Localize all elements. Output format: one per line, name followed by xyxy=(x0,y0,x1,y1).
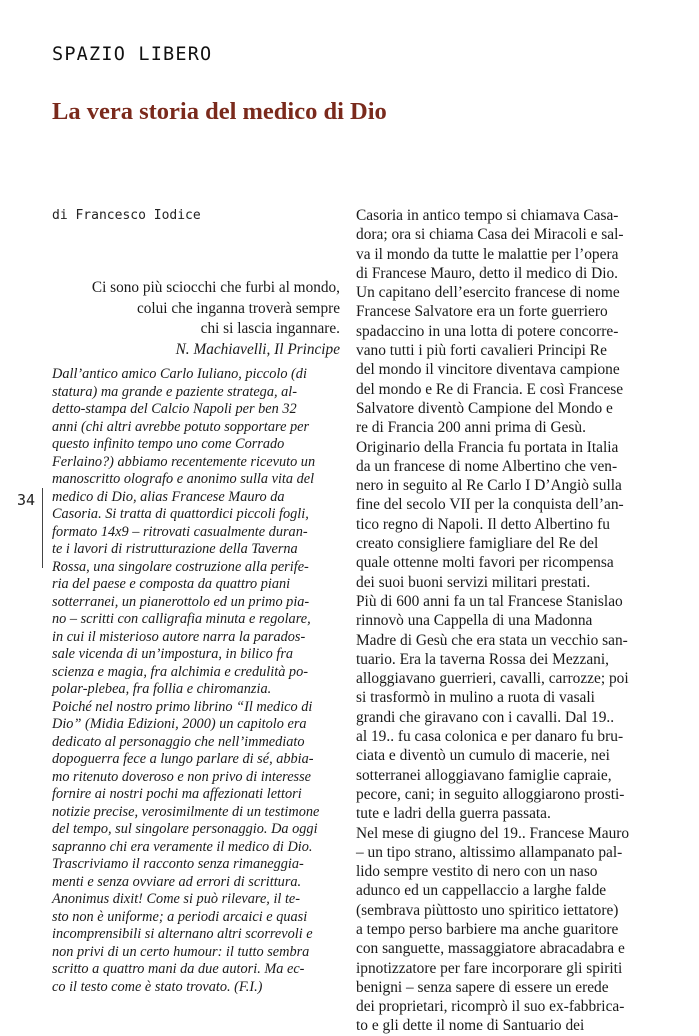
intro-line: fornire ai nostri pochi ma affezionati lettori xyxy=(52,786,302,802)
body-line: tute e ladri della guerra passata. xyxy=(356,805,551,823)
body-line: ciata e diventò un cumulo di macerie, nei xyxy=(356,747,610,765)
body-line: adunco ed un cappellaccio a larghe falde xyxy=(356,882,607,900)
body-line: Casoria in antico tempo si chiamava Casa- xyxy=(356,207,619,224)
body-line: Più di 600 anni fa un tal Francese Stanislao xyxy=(356,592,623,610)
body-line: pecore, cani; in seguito alloggiarono prosti- xyxy=(356,785,625,803)
body-line: del mondo il vincitore diventava campione xyxy=(356,361,620,379)
intro-line: sto non è uniforme; a periodi arcaici e quasi xyxy=(52,908,308,925)
body-line: tico regno di Napoli. Il detto Albertino fu xyxy=(356,515,610,533)
intro-line: incomprensibili si alternano altri scorrevoli e xyxy=(52,926,313,942)
intro-paragraph xyxy=(52,366,342,996)
body-line: creato consigliere famigliare del Re del xyxy=(356,535,599,553)
body-line: benigni – senza sapere di essere un erede xyxy=(356,978,609,996)
intro-line: scienza e magia, fra alchimia e credulità po- xyxy=(52,663,308,680)
intro-line: formato 14x9 – ritrovati casualmente duran- xyxy=(52,523,308,540)
intro-line: medico di Dio, alias Francese Mauro da xyxy=(52,488,285,505)
body-line: vano tutti i più forti cavalieri Principi Re xyxy=(356,342,607,360)
body-line: fine del secolo VII per la conquista dell’an- xyxy=(356,496,624,514)
intro-line: Casoria. Si tratta di quattordici piccoli fogli, xyxy=(52,506,309,522)
intro-line: questo infinito tempo uno come Corrado xyxy=(52,436,285,452)
body-line: Salvatore diventò Campione del Mondo e xyxy=(356,399,613,417)
body-line: del mondo e Re di Francia. E così Francese xyxy=(356,380,624,398)
body-line: Nel mese di giugno del 19.. Francese Mauro xyxy=(356,824,630,842)
section-label: SPAZIO LIBERO xyxy=(52,44,213,65)
intro-line: no – scritti con calligrafia minuta e regolare, xyxy=(52,611,311,627)
body-line: Originario della Francia fu portata in Italia xyxy=(356,438,619,456)
body-line: lido sempre vestito di nero con un naso xyxy=(356,863,598,881)
page-number: 34 xyxy=(17,491,36,509)
intro-line: statura) ma grande e paziente stratega, al- xyxy=(52,383,298,400)
byline: di Francesco Iodice xyxy=(52,208,201,223)
body-line: spadaccino in una lotta di potere concorre- xyxy=(356,322,619,340)
body-line: va il mondo da tutte le malattie per l’opera xyxy=(356,245,619,263)
body-line: con sanguette, massaggiatore abracadabra e xyxy=(356,940,625,958)
intro-line: sapranno chi era veramente il medico di Dio. xyxy=(52,838,313,855)
body-line: to e gli dette il nome di Santuario dei xyxy=(356,1017,585,1035)
intro-line: in cui il misterioso autore narra la parados- xyxy=(52,628,306,645)
body-column xyxy=(356,206,656,1036)
intro-line: ria del paese e composta da quattro piani xyxy=(52,576,291,592)
intro-line: te i lavori di ristrutturazione della Taverna xyxy=(52,541,298,557)
page-number-rule xyxy=(42,488,43,568)
body-line: – un tipo strano, altissimo allampanato pal- xyxy=(356,843,623,861)
body-line: di Francese Mauro, detto il medico di Dio. xyxy=(356,264,619,282)
intro-line: manoscritto olografo e anonimo sulla vita del xyxy=(52,471,315,487)
intro-line: menti e senza ovviare ad errori di scrittura. xyxy=(52,873,302,890)
body-line: sotterranei alloggiavano famiglie capraie, xyxy=(356,766,612,784)
intro-line: detto-stampa del Calcio Napoli per ben 32 xyxy=(52,401,297,417)
body-line: Francese Salvatore era un forte guerriero xyxy=(356,303,608,321)
body-line: dei proprietari, ricomprò il suo ex-fabbrica- xyxy=(356,998,625,1016)
body-line: rinnovò una Cappella di una Madonna xyxy=(356,612,593,630)
body-line: a tempo perso barbiere ma anche guaritore xyxy=(356,920,619,938)
epigraph-line: Ci sono più sciocchi che furbi al mondo, xyxy=(91,279,340,296)
intro-line: anni (chi altri avrebbe potuto sopportare per xyxy=(52,418,310,435)
intro-line: mo ritenuto doveroso e non privo di interesse xyxy=(52,768,312,785)
intro-line: Anonimus dixit! Come si può rilevare, il te- xyxy=(52,891,301,907)
body-line: Un capitano dell’esercito francese di nome xyxy=(356,284,620,302)
epigraph-attribution: N. Machiavelli, Il Principe xyxy=(175,340,340,358)
intro-line: dedicato al personaggio che nell’immediato xyxy=(52,733,305,750)
intro-line: Dio” (Midia Edizioni, 2000) un capitolo era xyxy=(52,716,307,732)
intro-line: non privi di un certo humour: il tutto sembra xyxy=(52,943,310,960)
intro-line: Dall’antico amico Carlo Iuliano, piccolo (di xyxy=(52,366,307,382)
body-line: nero in seguito al Re Carlo I D’Angiò sulla xyxy=(356,477,622,495)
body-line: si trasformò in mulino a ruota di vasali xyxy=(356,689,595,707)
intro-line: notizie precise, verosimilmente di un testimone xyxy=(52,803,320,820)
body-line: (sembrava piùttosto uno spiritico iettatore) xyxy=(356,901,619,919)
body-line: tuario. Era la taverna Rossa dei Mezzani, xyxy=(356,650,609,668)
body-line: al 19.. fu casa colonica e per danaro fu bru- xyxy=(356,728,624,746)
article-title: La vera storia del medico di Dio xyxy=(52,98,387,125)
epigraph-line: chi si lascia ingannare. xyxy=(200,320,340,337)
intro-line: sale vicenda di un’impostura, in bilico fra xyxy=(52,646,294,662)
body-line: quale ottenne molti favori per ricompensa xyxy=(356,554,614,572)
intro-line: scritto a quattro mani da due autori. Ma ec- xyxy=(52,961,305,977)
intro-line: dopoguerra fece a lungo parlare di sé, abbia- xyxy=(52,751,314,767)
epigraph-line: colui che inganna troverà sempre xyxy=(136,299,340,317)
intro-line: del tempo, sul singolare personaggio. Da oggi xyxy=(52,821,318,837)
intro-line: co il testo come è stato trovato. (F.I.) xyxy=(52,978,263,995)
body-line: Madre di Gesù che era stata un vecchio san- xyxy=(356,631,628,649)
body-line: da un francese di nome Albertino che ven- xyxy=(356,457,618,475)
intro-line: Poiché nel nostro primo librino “Il medico di xyxy=(52,698,313,715)
body-line: dora; ora si chiama Casa dei Miracoli e sal- xyxy=(356,226,624,244)
body-line: alloggiavano guerrieri, cavalli, carrozze; poi xyxy=(356,670,629,688)
intro-line: polar-plebea, fra follia e chiromanzia. xyxy=(52,681,272,697)
intro-line: sotterranei, un pianerottolo ed un primo pia- xyxy=(52,593,310,610)
epigraph xyxy=(92,278,340,360)
body-line: dei suoi buoni servizi militari prestati. xyxy=(356,573,591,591)
body-line: grandi che giravano con i cavalli. Dal 19.. xyxy=(356,708,615,726)
body-line: ipnotizzatore per fare incorporare gli spiriti xyxy=(356,959,623,977)
intro-line: Trascriviamo il racconto senza rimaneggia- xyxy=(52,856,304,872)
body-line: re di Francia 200 anni prima di Gesù. xyxy=(356,419,586,437)
intro-line: Ferlaino?) abbiamo recentemente ricevuto un xyxy=(52,453,316,470)
intro-line: Rossa, una singolare costruzione alla perife- xyxy=(52,558,309,575)
